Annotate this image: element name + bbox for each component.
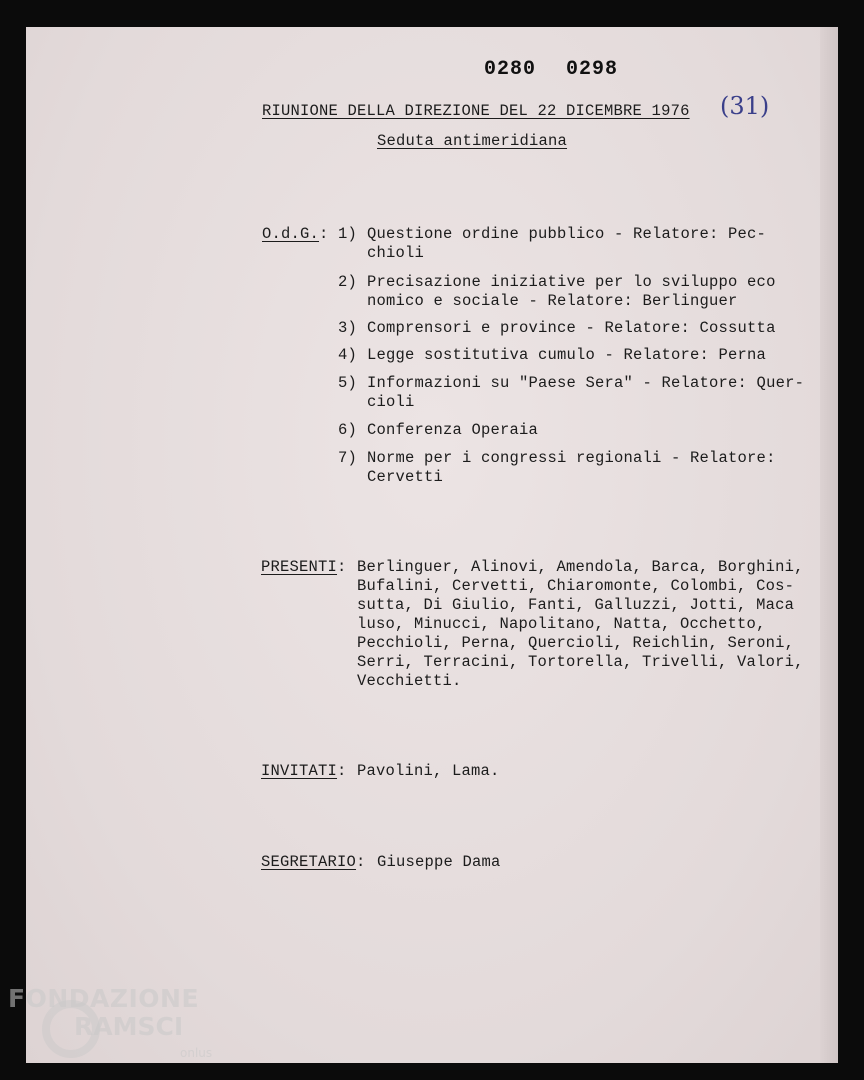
- agenda-item-number: 4): [338, 346, 358, 364]
- agenda-item-text: Comprensori e province - Relatore: Cossutta: [367, 319, 776, 337]
- presenti-line: luso, Minucci, Napolitano, Natta, Occhetto,: [357, 615, 766, 633]
- agenda-item-text: Questione ordine pubblico - Relatore: Pec-: [367, 225, 767, 243]
- document-page: [26, 27, 838, 1063]
- odg-label: O.d.G.:: [262, 225, 329, 243]
- presenti-line: Vecchietti.: [357, 672, 462, 690]
- presenti-line: Pecchioli, Perna, Quercioli, Reichlin, Seroni,: [357, 634, 795, 652]
- watermark-line1: FONDAZIONE: [8, 984, 200, 1013]
- agenda-item-number: 1): [338, 225, 358, 243]
- agenda-item-number: 2): [338, 273, 358, 291]
- agenda-item-number: 6): [338, 421, 358, 439]
- watermark-line3: onlus: [180, 1046, 213, 1060]
- presenti-line: sutta, Di Giulio, Fanti, Galluzzi, Jotti, Maca: [357, 596, 795, 614]
- document-subtitle: Seduta antimeridiana: [377, 132, 568, 150]
- watermark-line2: RAMSCI: [74, 1012, 184, 1041]
- presenti-label: PRESENTI:: [261, 558, 347, 576]
- handwritten-annotation: (31): [720, 92, 770, 120]
- invitati-value: Pavolini, Lama.: [357, 762, 500, 780]
- agenda-item-number: 5): [338, 374, 358, 392]
- segretario-label: SEGRETARIO:: [261, 853, 366, 871]
- agenda-item-text: Cervetti: [367, 468, 444, 486]
- agenda-item-text: Conferenza Operaia: [367, 421, 539, 439]
- agenda-item-text: chioli: [367, 244, 425, 262]
- page-edge: [820, 27, 838, 1063]
- agenda-item-number: 7): [338, 449, 358, 467]
- agenda-item-text: Precisazione iniziative per lo sviluppo eco: [367, 273, 776, 291]
- segretario-value: Giuseppe Dama: [377, 853, 501, 871]
- presenti-line: Berlinguer, Alinovi, Amendola, Barca, Borghini,: [357, 558, 804, 576]
- agenda-item-text: Norme per i congressi regionali - Relatore:: [367, 449, 776, 467]
- presenti-line: Serri, Terracini, Tortorella, Trivelli, Valori,: [357, 653, 804, 671]
- archive-stamp-right: 0298: [566, 58, 619, 81]
- presenti-line: Bufalini, Cervetti, Chiaromonte, Colombi, Cos-: [357, 577, 795, 595]
- agenda-item-text: nomico e sociale - Relatore: Berlinguer: [367, 292, 738, 310]
- agenda-item-text: cioli: [367, 393, 415, 411]
- document-title: RIUNIONE DELLA DIREZIONE DEL 22 DICEMBRE 1976: [262, 102, 690, 120]
- agenda-item-text: Legge sostitutiva cumulo - Relatore: Perna: [367, 346, 767, 364]
- fondazione-gramsci-watermark: [8, 984, 228, 1074]
- invitati-label: INVITATI:: [261, 762, 347, 780]
- agenda-item-number: 3): [338, 319, 358, 337]
- archive-stamp-left: 0280: [484, 58, 537, 81]
- agenda-item-text: Informazioni su "Paese Sera" - Relatore: Quer-: [367, 374, 805, 392]
